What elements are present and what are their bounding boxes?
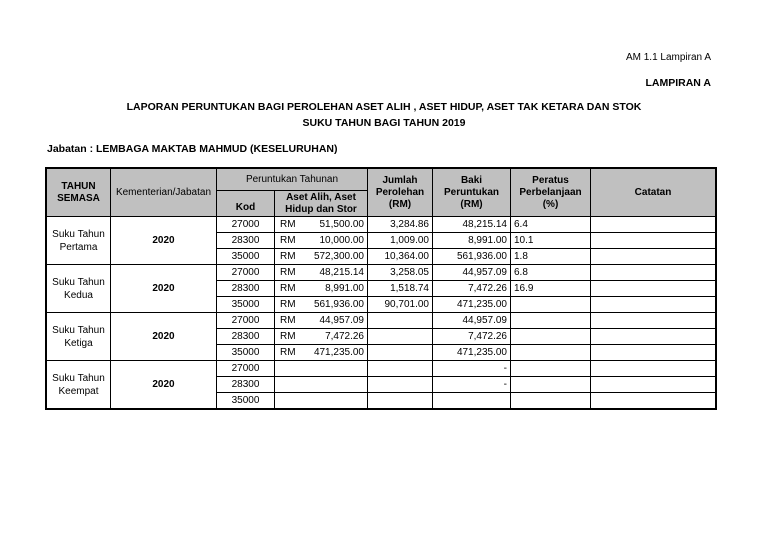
baki-cell: 8,991.00 [433, 233, 511, 249]
baki-cell: 7,472.26 [433, 329, 511, 345]
catatan-cell [591, 249, 716, 265]
jumlah-cell [368, 329, 433, 345]
peratus-cell: 16.9 [511, 281, 591, 297]
header-kod: Kod [217, 191, 275, 217]
year-value: 2020 [111, 313, 217, 361]
table-row [47, 265, 716, 281]
aset-cell [275, 361, 368, 377]
jumlah-cell [368, 361, 433, 377]
aset-cell [275, 217, 368, 233]
aset-amount: 561,936.00 [313, 299, 364, 310]
baki-cell: 7,472.26 [433, 281, 511, 297]
aset-cell [275, 233, 368, 249]
aset-cell [275, 393, 368, 409]
aset-cell [275, 377, 368, 393]
currency-label: RM [280, 331, 296, 342]
year-value: 2020 [111, 217, 217, 265]
table-row [47, 217, 716, 233]
kod-cell: 27000 [217, 265, 275, 281]
catatan-cell [591, 297, 716, 313]
catatan-cell [591, 361, 716, 377]
jumlah-cell [368, 393, 433, 409]
catatan-cell [591, 233, 716, 249]
header-tahun-semasa: TAHUN SEMASA [47, 169, 111, 217]
aset-amount: 51,500.00 [319, 219, 364, 230]
aset-amount: 572,300.00 [313, 251, 364, 262]
aset-cell [275, 281, 368, 297]
baki-cell: - [433, 361, 511, 377]
aset-cell [275, 249, 368, 265]
aset-cell [275, 265, 368, 281]
peratus-cell [511, 313, 591, 329]
header-aset-alih: Aset Alih, Aset Hidup dan Stor [275, 191, 368, 217]
quarter-label: Suku Tahun Keempat [47, 361, 111, 409]
year-value: 2020 [111, 265, 217, 313]
kod-cell: 27000 [217, 361, 275, 377]
department-label: Jabatan : LEMBAGA MAKTAB MAHMUD (KESELURUHAN) [47, 143, 338, 155]
baki-cell: 471,235.00 [433, 345, 511, 361]
peratus-cell [511, 329, 591, 345]
jumlah-cell [368, 377, 433, 393]
baki-cell: 48,215.14 [433, 217, 511, 233]
header-catatan: Catatan [591, 169, 716, 217]
header-baki-peruntukan: Baki Peruntukan (RM) [433, 169, 511, 217]
peratus-cell: 1.8 [511, 249, 591, 265]
table-body [47, 217, 716, 409]
currency-label: RM [280, 347, 296, 358]
catatan-cell [591, 281, 716, 297]
peratus-cell [511, 393, 591, 409]
kod-cell: 27000 [217, 217, 275, 233]
peratus-cell: 10.1 [511, 233, 591, 249]
currency-label: RM [280, 235, 296, 246]
aset-amount: 10,000.00 [319, 235, 364, 246]
peratus-cell: 6.8 [511, 265, 591, 281]
baki-cell [433, 393, 511, 409]
year-value: 2020 [111, 361, 217, 409]
aset-cell [275, 329, 368, 345]
jumlah-cell: 1,009.00 [368, 233, 433, 249]
aset-amount: 471,235.00 [313, 347, 364, 358]
catatan-cell [591, 217, 716, 233]
quarter-label: Suku Tahun Ketiga [47, 313, 111, 361]
baki-cell: 44,957.09 [433, 313, 511, 329]
currency-label: RM [280, 251, 296, 262]
catatan-cell [591, 345, 716, 361]
currency-label: RM [280, 283, 296, 294]
catatan-cell [591, 265, 716, 281]
baki-cell: 471,235.00 [433, 297, 511, 313]
kod-cell: 28300 [217, 377, 275, 393]
jumlah-cell: 1,518.74 [368, 281, 433, 297]
currency-label: RM [280, 299, 296, 310]
jumlah-cell: 3,258.05 [368, 265, 433, 281]
jumlah-cell: 90,701.00 [368, 297, 433, 313]
peratus-cell: 6.4 [511, 217, 591, 233]
kod-cell: 28300 [217, 329, 275, 345]
header-jumlah-perolehan: Jumlah Perolehan (RM) [368, 169, 433, 217]
quarter-label: Suku Tahun Kedua [47, 265, 111, 313]
baki-cell: - [433, 377, 511, 393]
header-peruntukan-tahunan: Peruntukan Tahunan [217, 169, 368, 191]
currency-label: RM [280, 315, 296, 326]
header-peratus-perbelanjaan: Peratus Perbelanjaan (%) [511, 169, 591, 217]
jumlah-cell: 3,284.86 [368, 217, 433, 233]
report-title: LAPORAN PERUNTUKAN BAGI PEROLEHAN ASET ALIH , ASET HIDUP, ASET TAK KETARA DAN STOK [126, 101, 642, 113]
kod-cell: 35000 [217, 345, 275, 361]
aset-amount: 7,472.26 [325, 331, 364, 342]
catatan-cell [591, 313, 716, 329]
allocation-table [46, 168, 716, 409]
aset-cell [275, 345, 368, 361]
jumlah-cell: 10,364.00 [368, 249, 433, 265]
aset-amount: 44,957.09 [319, 315, 364, 326]
table-header [47, 169, 716, 217]
jumlah-cell [368, 345, 433, 361]
aset-cell [275, 313, 368, 329]
table-row [47, 361, 716, 377]
peratus-cell [511, 377, 591, 393]
peratus-cell [511, 361, 591, 377]
kod-cell: 35000 [217, 297, 275, 313]
currency-label: RM [280, 267, 296, 278]
catatan-cell [591, 377, 716, 393]
report-subtitle: SUKU TAHUN BAGI TAHUN 2019 [302, 117, 466, 129]
catatan-cell [591, 393, 716, 409]
aset-amount: 8,991.00 [325, 283, 364, 294]
catatan-cell [591, 329, 716, 345]
baki-cell: 44,957.09 [433, 265, 511, 281]
jumlah-cell [368, 313, 433, 329]
quarter-label: Suku Tahun Pertama [47, 217, 111, 265]
currency-label: RM [280, 219, 296, 230]
aset-cell [275, 297, 368, 313]
kod-cell: 35000 [217, 393, 275, 409]
kod-cell: 35000 [217, 249, 275, 265]
document-reference: AM 1.1 Lampiran A [625, 52, 711, 63]
table-row [47, 313, 716, 329]
aset-amount: 48,215.14 [319, 267, 364, 278]
lampiran-label: LAMPIRAN A [645, 77, 711, 89]
kod-cell: 27000 [217, 313, 275, 329]
peratus-cell [511, 345, 591, 361]
baki-cell: 561,936.00 [433, 249, 511, 265]
kod-cell: 28300 [217, 281, 275, 297]
kod-cell: 28300 [217, 233, 275, 249]
peratus-cell [511, 297, 591, 313]
header-kementerian: Kementerian/Jabatan [111, 169, 217, 217]
